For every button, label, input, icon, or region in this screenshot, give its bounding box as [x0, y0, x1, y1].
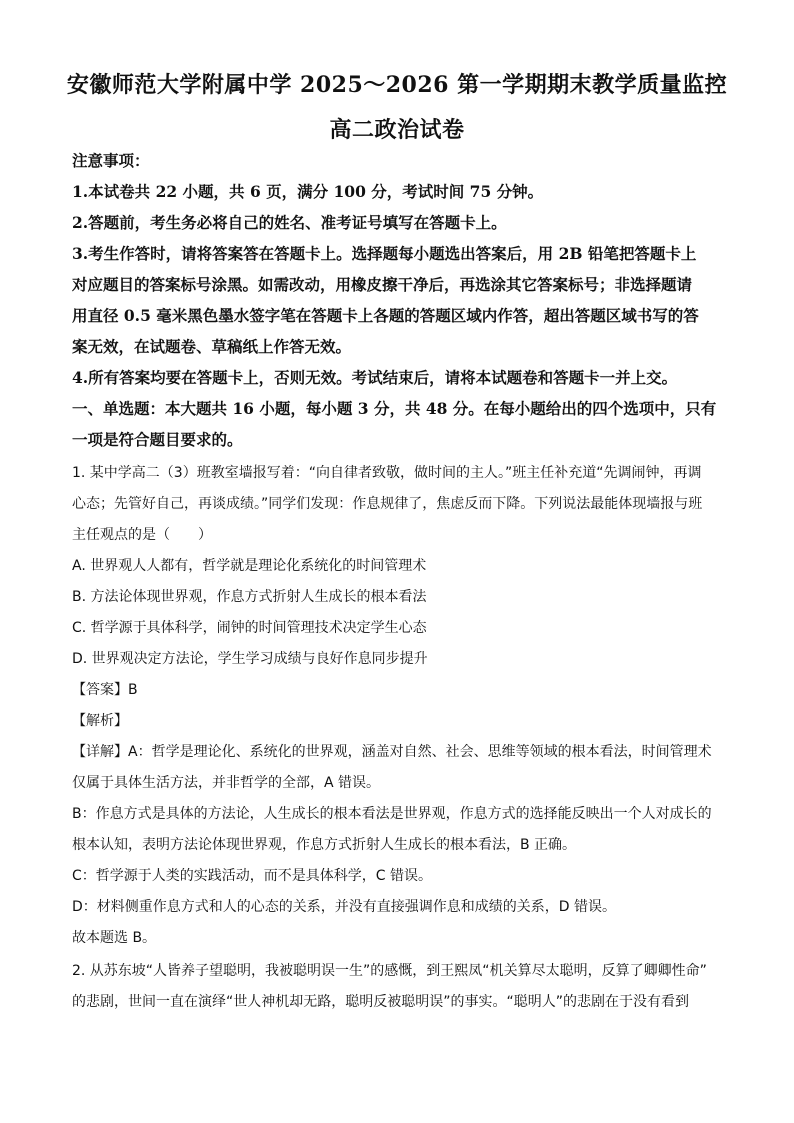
question-1-conclusion: 故本题选 B。 — [72, 930, 157, 946]
question-1-option-d: D. 世界观决定方法论，学生学习成绩与良好作息同步提升 — [72, 651, 428, 667]
notice-item-1: 1.本试卷共 22 小题，共 6 页，满分 100 分，考试时间 75 分钟。 — [72, 182, 544, 201]
question-2-stem-line-1: 2. 从苏东坡“人皆养子望聪明，我被聪明误一生”的感慨，到王熙凤“机关算尽太聪明，反算了卿卿性命” — [72, 963, 707, 979]
question-1-stem-line-2: 心态；先管好自己，再谈成绩。”同学们发现：作息规律了，焦虑反而下降。下列说法最能体现墙报与班 — [72, 496, 703, 512]
question-1-detail-line-6: D：材料侧重作息方式和人的心态的关系，并没有直接强调作息和成绩的关系，D 错误。 — [72, 899, 617, 915]
question-1-detail-line-2: 仅属于具体生活方法，并非哲学的全部，A 错误。 — [72, 775, 381, 791]
question-1-stem-line-1: 1. 某中学高二（3）班教室墙报写着：“向自律者致敬，做时间的主人。”班主任补充道“先调闹钟，再调 — [72, 465, 702, 481]
question-1-detail-line-3: B：作息方式是具体的方法论，人生成长的根本看法是世界观，作息方式的选择能反映出一个人对成长的 — [72, 806, 712, 822]
notice-item-3-line-1: 3.考生作答时，请将答案答在答题卡上。选择题每小题选出答案后，用 2B 铅笔把答题卡上 — [72, 244, 697, 263]
section-heading-line-1: 一、单选题：本大题共 16 小题，每小题 3 分，共 48 分。在每小题给出的四个选项中，只有 — [72, 399, 717, 418]
question-2-stem-line-2: 的悲剧，世间一直在演绎“世人神机却无路，聪明反被聪明误”的事实。“聪明人”的悲剧在于没有看到 — [72, 994, 690, 1010]
question-1-detail-line-1: 【详解】A：哲学是理论化、系统化的世界观，涵盖对自然、社会、思维等领域的根本看法，时间管理术 — [72, 744, 712, 760]
question-1-answer: 【答案】B — [72, 682, 138, 698]
notice-item-3-line-3: 用直径 0.5 毫米黑色墨水签字笔在答题卡上各题的答题区域内作答，超出答题区域书写的答 — [72, 306, 699, 325]
question-1-option-a: A. 世界观人人都有，哲学就是理论化系统化的时间管理术 — [72, 558, 427, 574]
question-1-detail-line-5: C：哲学源于人类的实践活动，而不是具体科学，C 错误。 — [72, 868, 432, 884]
question-1-stem-line-3: 主任观点的是（ ） — [72, 527, 212, 543]
notice-heading: 注意事项： — [72, 151, 150, 170]
section-heading-line-2: 一项是符合题目要求的。 — [72, 430, 243, 449]
question-1-detail-line-4: 根本认知，表明方法论体现世界观，作息方式折射人生成长的根本看法，B 正确。 — [72, 837, 577, 853]
notice-item-4: 4.所有答案均要在答题卡上，否则无效。考试结束后，请将本试题卷和答题卡一并上交。 — [72, 368, 678, 387]
exam-subtitle: 高二政治试卷 — [329, 117, 465, 143]
notice-item-3-line-2: 对应题目的答案标号涂黑。如需改动，用橡皮擦干净后，再选涂其它答案标号；非选择题请 — [72, 275, 693, 294]
question-1-analysis-label: 【解析】 — [72, 713, 128, 729]
notice-item-2: 2.答题前，考生务必将自己的姓名、准考证号填写在答题卡上。 — [72, 213, 507, 232]
exam-title: 安徽师范大学附属中学 2025～2026 第一学期期末教学质量监控 — [66, 72, 728, 98]
question-1-option-c: C. 哲学源于具体科学，闹钟的时间管理技术决定学生心态 — [72, 620, 427, 636]
question-1-option-b: B. 方法论体现世界观，作息方式折射人生成长的根本看法 — [72, 589, 427, 605]
notice-item-3-line-4: 案无效，在试题卷、草稿纸上作答无效。 — [72, 337, 352, 356]
